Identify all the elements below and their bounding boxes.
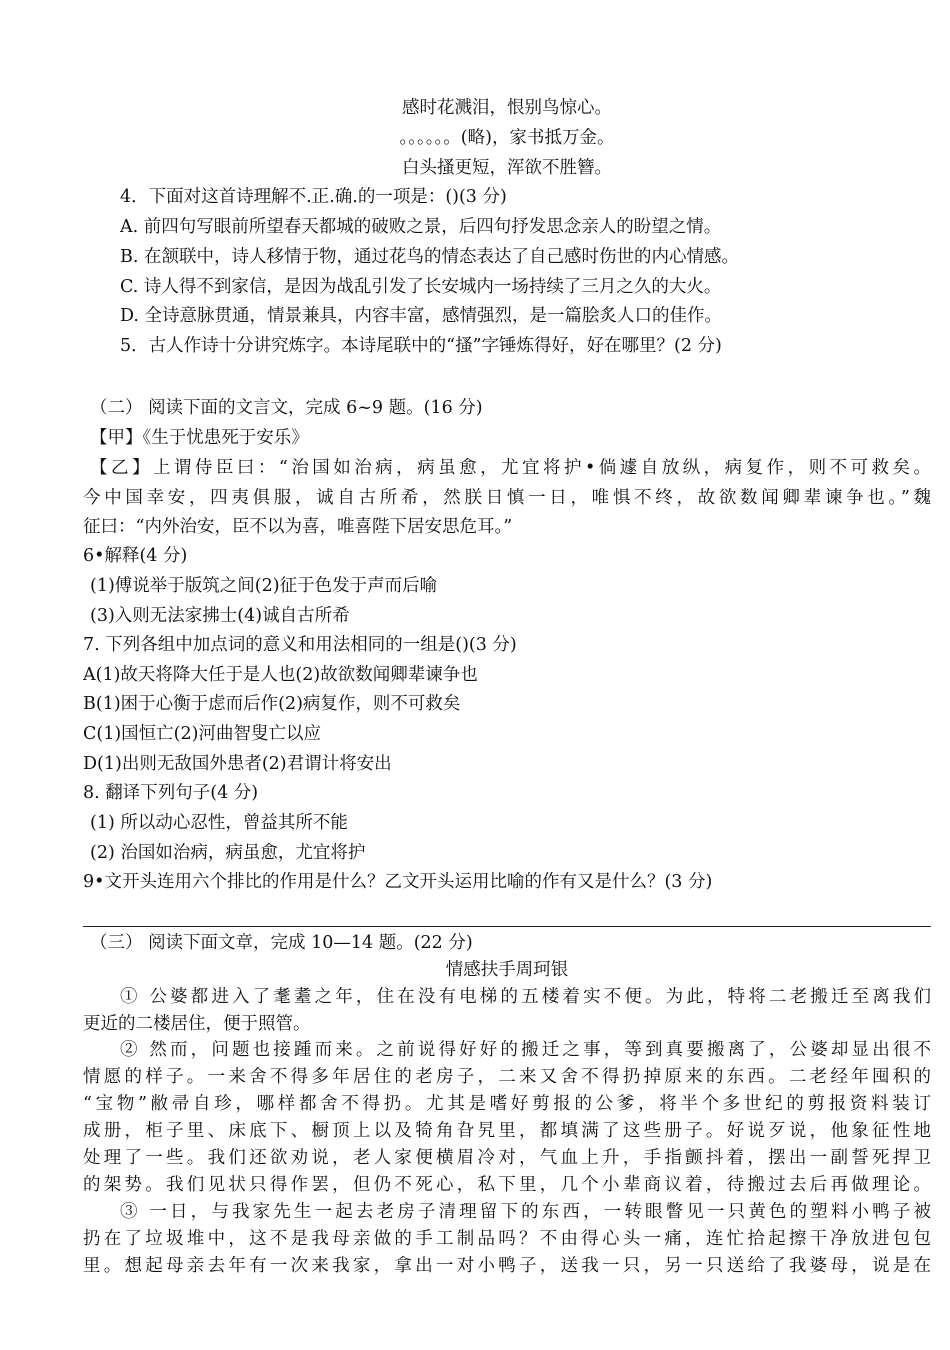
article-paragraph-2-line-3: “宝物”敝帚自珍，哪样都舍不得扔。尤其是嗜好剪报的公爹，将半个多世纪的剪报资料装订 — [83, 1094, 931, 1114]
article-paragraph-3-line-2: 扔在了垃圾堆中，这不是我母亲做的手工制品吗？不由得心头一痛，连忙拾起擦干净放进包包 — [83, 1229, 931, 1249]
question-6-items-1: (1)傅说举于版筑之间(2)征于色发于声而后喻 — [90, 576, 438, 596]
poem-line-3: 白头搔更短，浑欲不胜簪。 — [402, 158, 612, 178]
poem-line-2: 。。。。。。(略)，家书抵万金。 — [399, 128, 615, 148]
article-paragraph-2-line-6: 的架势。我们见状只得作罢，但仍不死心，私下里，几个小辈商议着，待搬过去后再做理论。 — [83, 1175, 931, 1195]
section-2-text-yi-line-3: 征曰：“内外治安，臣不以为喜，唯喜陛下居安思危耳。” — [83, 517, 513, 537]
question-4-option-c: C. 诗人得不到家信，是因为战乱引发了长安城内一场持续了三月之久的大火。 — [120, 277, 722, 297]
question-7: 7. 下列各组中加点词的意义和用法相同的一组是()(3 分) — [83, 635, 517, 655]
section-2-text-yi-line-2: 今中国幸安，四夷俱服，诚自古所希，然朕日慎一日，唯惧不终，故欲数闻卿辈谏争也。”魏 — [83, 488, 931, 508]
article-paragraph-1-line-2: 更近的二楼居住，便于照管。 — [83, 1014, 311, 1034]
question-6-items-2: (3)入则无法家拂士(4)诚自古所希 — [90, 606, 350, 626]
poem-line-1: 感时花溅泪，恨别鸟惊心。 — [402, 98, 612, 118]
question-7-option-b: B(1)困于心衡于虑而后作(2)病复作，则不可救矣 — [83, 694, 461, 714]
question-4-option-a: A. 前四句写眼前所望春天都城的破败之景，后四句抒发思念亲人的盼望之情。 — [120, 217, 722, 237]
question-7-option-a: A(1)故天将降大任于是人也(2)故欲数闻卿辈谏争也 — [83, 665, 478, 685]
question-5: 5．古人作诗十分讲究炼字。本诗尾联中的“搔”字锤炼得好，好在哪里？(2 分) — [120, 336, 722, 356]
question-6: 6•解释(4 分) — [83, 546, 188, 566]
article-paragraph-2-line-1: ② 然而，问题也接踵而来。之前说得好好的搬迁之事，等到真要搬离了，公婆却显出很不 — [120, 1040, 931, 1060]
question-8: 8. 翻译下列句子(4 分) — [83, 783, 259, 803]
question-4-stem: 4．下面对这首诗理解不.正.确.的一项是：()(3 分) — [120, 187, 507, 207]
section-divider — [83, 926, 931, 927]
section-2-text-jia: 【甲】《生于忧患死于安乐》 — [90, 428, 309, 448]
question-8-item-2: (2) 治国如治病，病虽愈，尤宜将护 — [90, 843, 366, 863]
question-8-item-1: (1) 所以动心忍性，曾益其所不能 — [90, 813, 348, 833]
section-2-text-yi-line-1: 【乙】上谓侍臣曰：“治国如治病，病虽愈，尤宜将护•倘遽自放纵，病复作，则不可救矣。 — [90, 458, 931, 478]
article-paragraph-3-line-3: 里。想起母亲去年有一次来我家，拿出一对小鸭子，送我一只，另一只送给了我婆母，说是在 — [83, 1256, 931, 1276]
section-2-heading: （二） 阅读下面的文言文，完成 6~9 题。(16 分) — [90, 398, 483, 418]
article-paragraph-2-line-4: 成册，柜子里、床底下、橱顶上以及犄角旮旯里，都填满了这些册子。好说歹说，他象征性地 — [83, 1121, 931, 1141]
question-9: 9•文开头连用六个排比的作用是什么？乙文开头运用比喻的作有又是什么？(3 分) — [83, 872, 713, 892]
article-paragraph-2-line-2: 情愿的样子。一来舍不得多年居住的老房子，二来又舍不得扔掉原来的东西。二老经年囤积的 — [83, 1067, 931, 1087]
question-7-option-c: C(1)国恒亡(2)河曲智叟亡以应 — [83, 724, 321, 744]
question-7-option-d: D(1)出则无敌国外患者(2)君谓计将安出 — [83, 754, 392, 774]
article-paragraph-1-line-1: ① 公婆都进入了耄耋之年，住在没有电梯的五楼着实不便。为此，特将二老搬迁至离我们 — [120, 987, 931, 1007]
question-4-option-d: D. 全诗意脉贯通，情景兼具，内容丰富，感情强烈，是一篇脍炙人口的佳作。 — [120, 306, 723, 326]
question-4-option-b: B. 在颔联中，诗人移情于物，通过花鸟的情态表达了自己感时伤世的内心情感。 — [120, 247, 739, 267]
article-title: 情感扶手周珂银 — [445, 960, 569, 980]
article-paragraph-2-line-5: 处理了一些。我们还欲劝说，老人家便横眉冷对，气血上升，手指颤抖着，摆出一副誓死捍卫 — [83, 1148, 931, 1168]
section-3-heading: （三） 阅读下面文章，完成 10—14 题。(22 分) — [90, 933, 473, 953]
article-paragraph-3-line-1: ③ 一日，与我家先生一起去老房子清理留下的东西，一转眼瞥见一只黄色的塑料小鸭子被 — [120, 1202, 931, 1222]
